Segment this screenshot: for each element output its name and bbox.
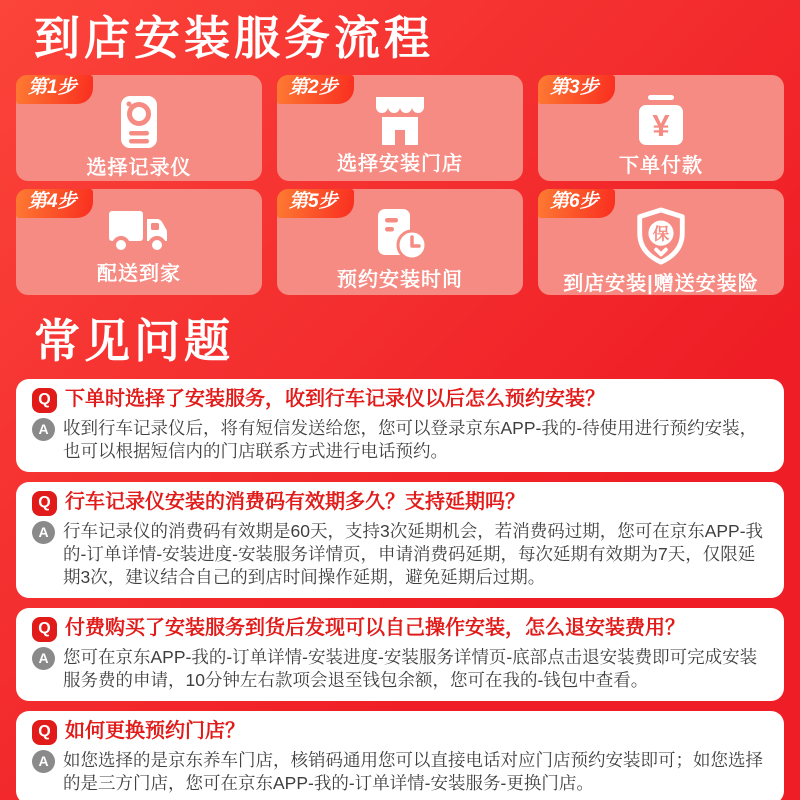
question-icon: Q [32, 388, 57, 413]
step-badge: 第6步 [538, 189, 615, 218]
question-icon: Q [32, 491, 57, 516]
store-icon [370, 83, 430, 147]
flow-section-title: 到店安装服务流程 [34, 12, 434, 64]
question-text: 下单时选择了安装服务，收到行车记录仪以后怎么预约安装？ [65, 387, 605, 410]
question-row [32, 387, 768, 413]
step-label: 预约安装时间 [337, 268, 463, 291]
question-text: 付费购买了安装服务到货后发现可以自己操作安装，怎么退安装费用？ [65, 616, 685, 639]
faq-card [16, 711, 784, 800]
step-badge: 第5步 [277, 189, 354, 218]
faq-card [16, 482, 784, 598]
answer-text: 收到行车记录仪后，将有短信发送给您，您可以登录京东APP-我的-待使用进行预约安装，也可以根据短信内的门店联系方式进行电话预约。 [63, 417, 758, 461]
step-card-3 [538, 75, 784, 181]
schedule-icon [370, 197, 430, 263]
dashcam-icon [111, 83, 167, 151]
faq-section-title: 常见问题 [34, 314, 234, 367]
question-row [32, 490, 768, 516]
step-label: 配送到家 [97, 262, 181, 285]
svg-text:¥: ¥ [652, 107, 670, 143]
faq-card [16, 608, 784, 701]
svg-text:保: 保 [652, 225, 670, 244]
shield-icon [631, 197, 691, 267]
truck-icon [107, 197, 171, 257]
step-badge: 第3步 [538, 75, 615, 104]
step-label: 下单付款 [619, 154, 703, 177]
step-card-1 [16, 75, 262, 181]
question-text: 如何更换预约门店？ [65, 719, 245, 742]
step-label: 选择记录仪 [86, 156, 192, 179]
answer-row [32, 520, 768, 589]
answer-text: 如您选择的是京东养车门店，核销码通用您可以直接电话对应门店预约安装即可；如您选择的是三方门店，您可在京东APP-我的-订单详情-安装服务-更换门店。 [63, 749, 763, 793]
answer-row [32, 646, 768, 692]
faq-card [16, 379, 784, 472]
answer-icon: A [32, 750, 55, 773]
question-text: 行车记录仪安装的消费码有效期多久？支持延期吗？ [65, 490, 525, 513]
step-label: 到店安装|赠送安装险 [563, 272, 759, 295]
step-card-2 [277, 75, 523, 181]
question-row [32, 616, 768, 642]
question-row [32, 719, 768, 745]
payment-icon [633, 83, 689, 149]
step-label: 选择安装门店 [337, 152, 463, 175]
answer-row [32, 417, 768, 463]
step-card-6 [538, 189, 784, 295]
step-card-5 [277, 189, 523, 295]
answer-icon: A [32, 418, 55, 441]
answer-row [32, 749, 768, 795]
step-badge: 第4步 [16, 189, 93, 218]
answer-text: 行车记录仪的消费码有效期是60天，支持3次延期机会，若消费码过期，您可在京东APP-我的-订单详情-安装进度-安装服务详情页，申请消费码延期，每次延期有效期为7天，仅限延期3次，建议结合自己的到店时间操作延期，避免延期后过期。 [63, 520, 764, 587]
step-badge: 第2步 [277, 75, 354, 104]
question-icon: Q [32, 720, 57, 745]
step-badge: 第1步 [16, 75, 93, 104]
step-card-4 [16, 189, 262, 295]
answer-text: 您可在京东APP-我的-订单详情-安装进度-安装服务详情页-底部点击退安装费即可完成安装服务费的申请，10分钟左右款项会退至钱包余额，您可在我的-钱包中查看。 [63, 646, 758, 690]
answer-icon: A [32, 521, 55, 544]
question-icon: Q [32, 617, 57, 642]
answer-icon: A [32, 647, 55, 670]
steps-grid [16, 75, 784, 295]
faq-list [16, 379, 784, 800]
